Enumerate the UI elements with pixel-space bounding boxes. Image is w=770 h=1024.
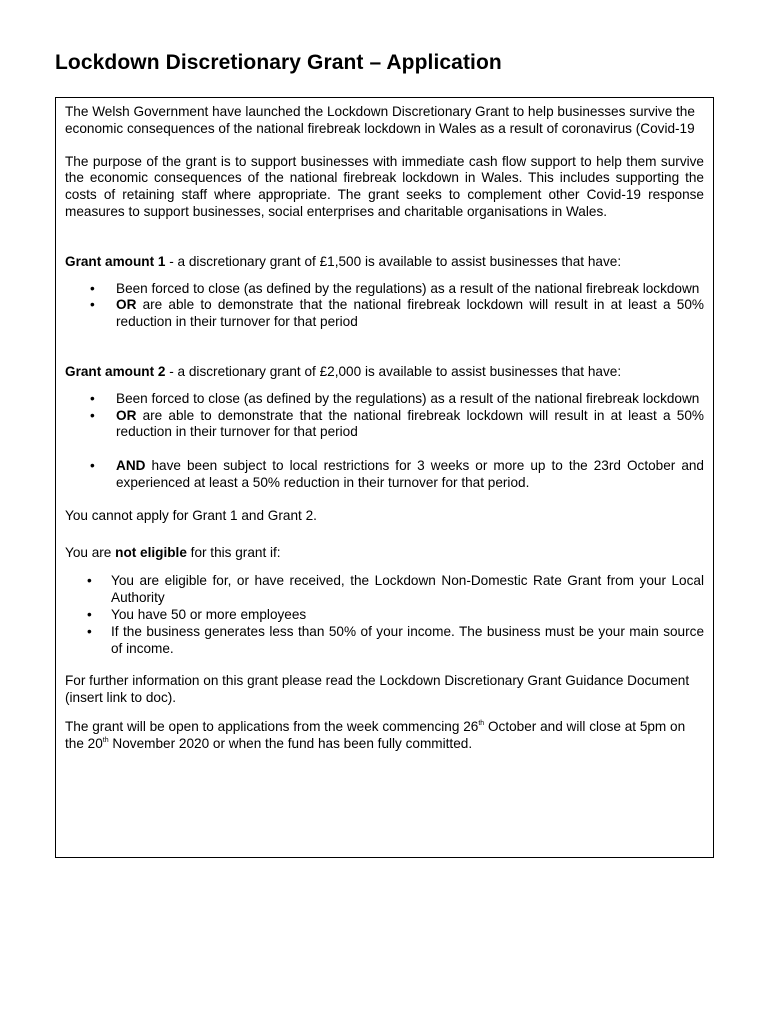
dates-text: October and will close at 5pm on the 20 — [65, 718, 686, 751]
purpose-paragraph: The purpose of the grant is to support businesses with immediate cash flow support to help them survive the economic consequences of the national firebreak lockdown in Wales. This includes supporting the costs of retaining staff where appropriate. The grant seeks to complement other Covid-19 response measures to support businesses, social enterprises and charitable organisations in Wales. — [65, 153, 704, 219]
dates-text: The grant will be open to applications from the week commencing 26 — [65, 718, 479, 734]
or-label: OR — [116, 297, 137, 313]
bullet-icon: • — [90, 297, 95, 313]
list-item — [65, 408, 704, 442]
list-item — [65, 458, 704, 492]
bullet-icon: • — [90, 280, 95, 296]
list-item-text: You are eligible for, or have received, the Lockdown Non-Domestic Rate Grant from your Local Authority — [111, 573, 704, 606]
list-item — [65, 391, 704, 408]
and-label: AND — [116, 458, 146, 474]
list-item-text: If the business generates less than 50% of your income. The business must be your main source of income. — [111, 623, 704, 656]
intro-paragraph: The Welsh Government have launched the Lockdown Discretionary Grant to help businesses survive the economic consequences of the national firebreak lockdown in Wales as a result of coronavirus (Covid-19 — [65, 104, 695, 136]
or-label: OR — [116, 407, 137, 423]
list-item-text: are able to demonstrate that the national firebreak lockdown will result in at least a 50% reduction in their turnover for that period — [116, 407, 704, 440]
bullet-icon: • — [87, 606, 92, 622]
list-item-text: are able to demonstrate that the national firebreak lockdown will result in at least a 50% reduction in their turnover for that period — [116, 297, 704, 330]
grant1-heading — [65, 254, 704, 271]
list-item-text: have been subject to local restrictions for 3 weeks or more up to the 23rd October and experienced at least a 50% reduction in their turnover for that period. — [116, 458, 704, 490]
eligibility-post: for this grant if: — [186, 544, 281, 560]
list-item-text: Been forced to close (as defined by the regulations) as a result of the national firebreak lockdown — [116, 280, 700, 296]
grant2-heading — [65, 364, 704, 381]
list-item-text: You have 50 or more employees — [111, 606, 307, 622]
list-item — [65, 297, 704, 331]
dates-text: November 2020 or when the fund has been fully committed. — [108, 735, 473, 751]
list-item-text: Been forced to close (as defined by the regulations) as a result of the national firebreak lockdown — [116, 390, 700, 406]
grant2-label: Grant amount 2 — [65, 363, 166, 379]
cannot-apply-paragraph: You cannot apply for Grant 1 and Grant 2. — [65, 507, 317, 523]
bullet-icon: • — [87, 623, 92, 639]
eligibility-pre: You are — [65, 544, 116, 560]
grant2-list — [65, 391, 704, 492]
list-item — [65, 607, 704, 624]
dates-paragraph — [65, 719, 704, 753]
ordinal-suffix: th — [478, 719, 485, 727]
content-box — [55, 97, 714, 858]
not-eligible-label: not eligible — [115, 544, 187, 560]
bullet-icon: • — [87, 573, 92, 589]
ordinal-suffix: th — [102, 736, 109, 744]
grant2-text: - a discretionary grant of £2,000 is available to assist businesses that have: — [165, 363, 622, 379]
eligibility-heading — [65, 545, 704, 562]
list-item — [65, 281, 704, 298]
further-info-paragraph: For further information on this grant please read the Lockdown Discretionary Grant Guidance Document (insert link to doc). — [65, 673, 690, 706]
eligibility-list — [65, 573, 704, 657]
grant1-list — [65, 281, 704, 331]
grant1-text: - a discretionary grant of £1,500 is available to assist businesses that have: — [165, 253, 622, 269]
list-item — [65, 573, 704, 607]
grant1-label: Grant amount 1 — [65, 253, 166, 269]
bullet-icon: • — [90, 390, 95, 406]
list-item — [65, 624, 704, 658]
bullet-icon: • — [90, 407, 95, 423]
page-title: Lockdown Discretionary Grant – Application — [55, 51, 502, 74]
bullet-icon: • — [90, 458, 95, 474]
